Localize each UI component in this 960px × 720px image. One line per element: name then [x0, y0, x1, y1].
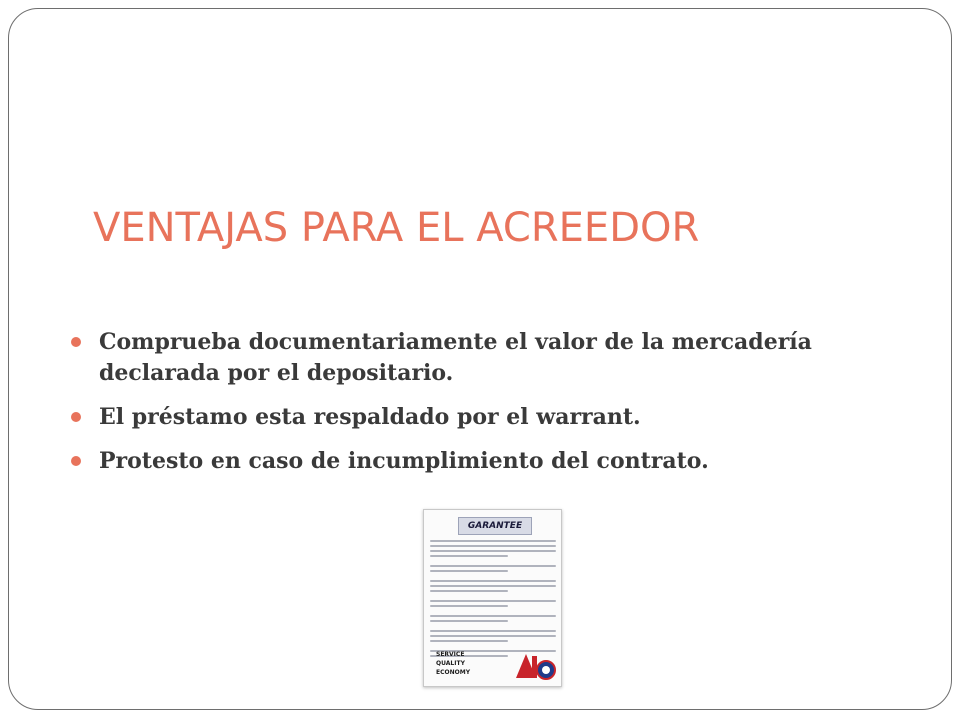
bullet-text: El préstamo esta respaldado por el warrant.	[99, 404, 641, 430]
bullet-text: Comprueba documentariamente el valor de la mercadería declarada por el depositario.	[99, 329, 812, 386]
slide	[8, 8, 952, 710]
slide-title: VENTAJAS PARA EL ACREEDOR	[93, 205, 700, 251]
logo-icon	[512, 648, 558, 682]
document-text-lines	[430, 540, 556, 660]
bullet-dot-icon	[71, 412, 81, 422]
document-heading: GARANTEE	[458, 517, 532, 535]
bullet-item	[71, 327, 891, 389]
bullet-list	[71, 327, 891, 490]
bullet-dot-icon	[71, 337, 81, 347]
footer-line: ECONOMY	[436, 669, 471, 676]
bullet-dot-icon	[71, 456, 81, 466]
document-footer	[436, 650, 470, 677]
bullet-text: Protesto en caso de incumplimiento del contrato.	[99, 448, 709, 474]
bullet-item	[71, 402, 891, 433]
bullet-item	[71, 446, 891, 477]
footer-line: QUALITY	[436, 660, 465, 667]
footer-line: SERVICE	[436, 651, 465, 658]
guarantee-document-image	[423, 509, 562, 687]
